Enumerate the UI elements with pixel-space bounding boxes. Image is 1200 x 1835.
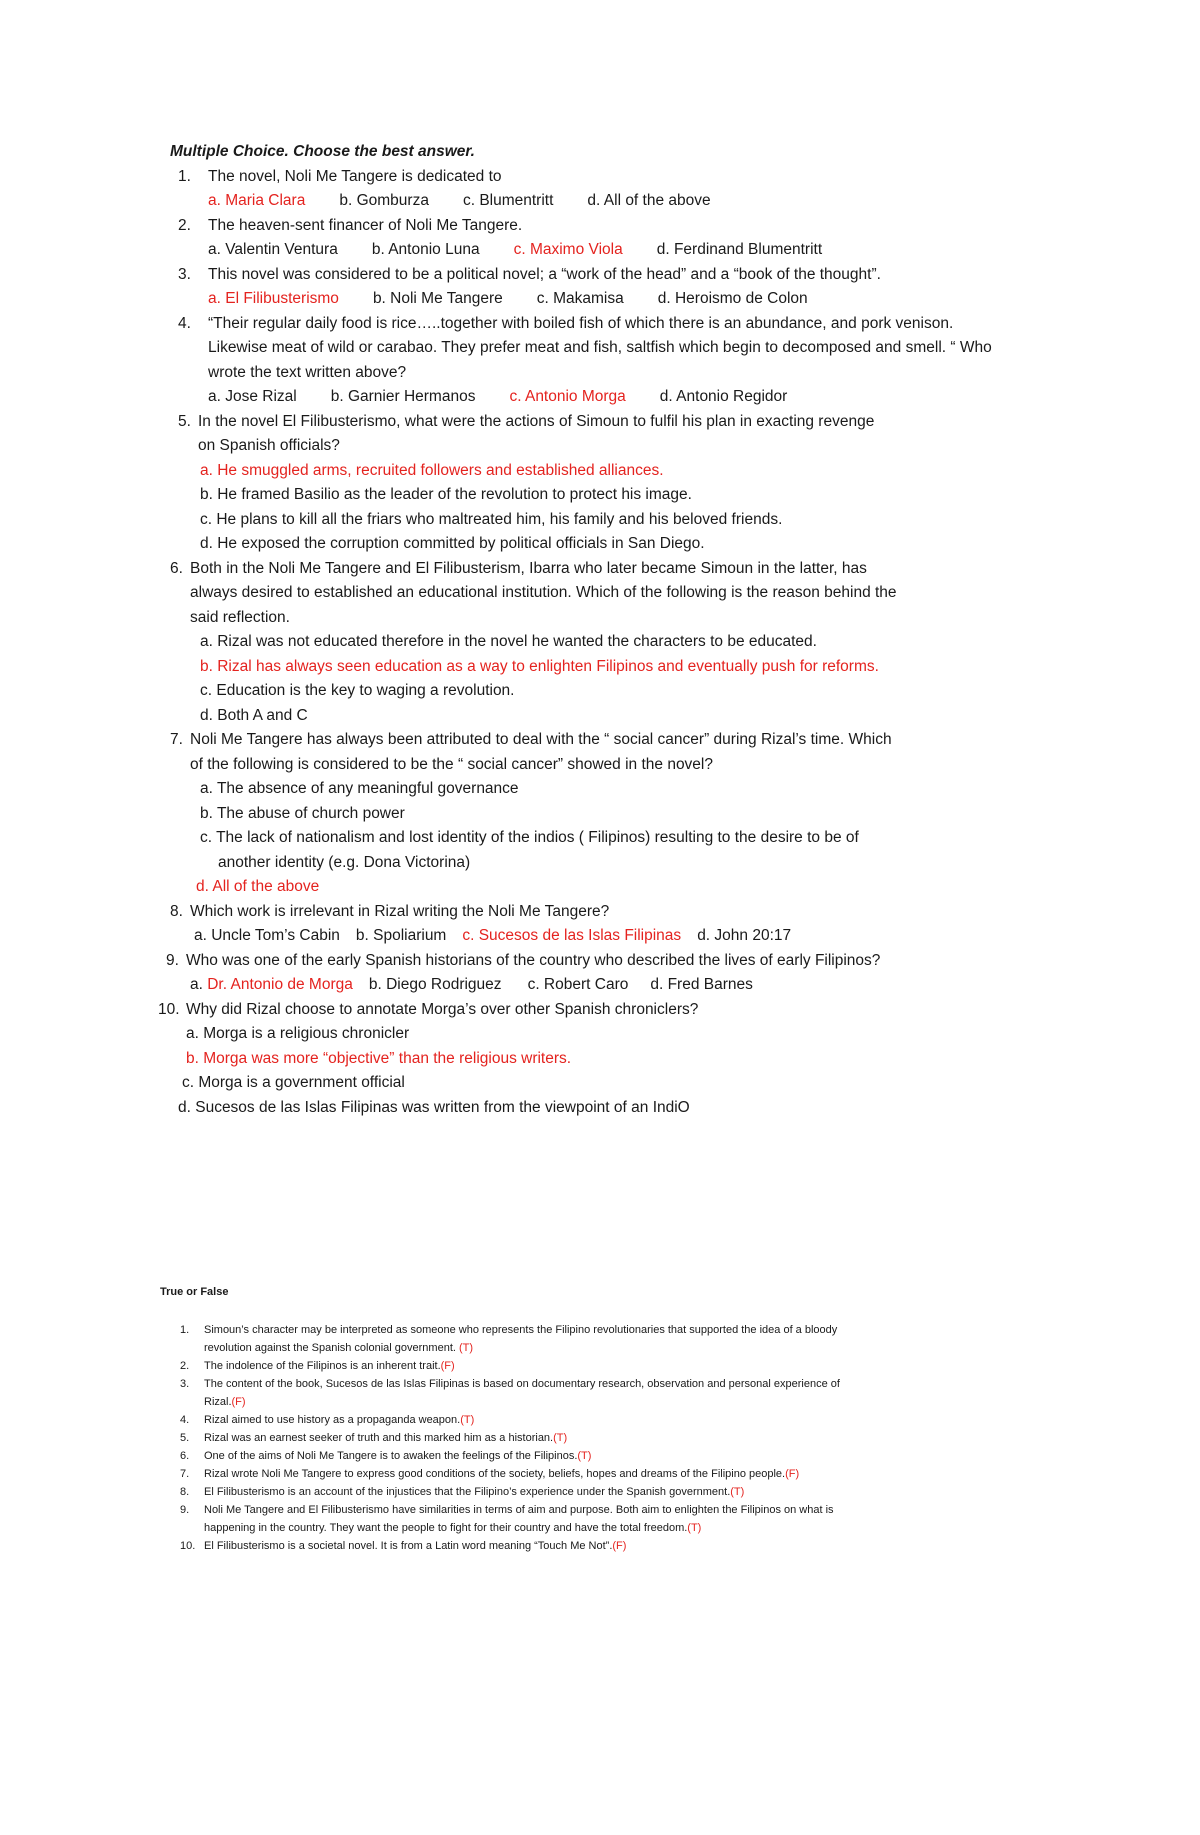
item-answer: (F) xyxy=(440,1360,455,1372)
question-3 xyxy=(178,263,1070,288)
question-2 xyxy=(178,214,1070,239)
multiple-choice-section xyxy=(158,140,1070,1120)
question-text: Both in the Noli Me Tangere and El Filibusterism, Ibarra who later became Simoun in the latter, has always desired to established an educational institution. Which of the following is the reason behind the said reflection. xyxy=(190,559,897,626)
item-text: Noli Me Tangere and El Filibusterismo have similarities in terms of aim and purpose. Both aim to enlighten the Filipinos on what is happening in the country. They want the people to fight for their country and have the total freedom. xyxy=(204,1504,834,1534)
item-number: 8. xyxy=(180,1486,190,1498)
item-answer: (T) xyxy=(459,1342,474,1354)
option-d: d. John 20:17 xyxy=(697,927,792,944)
option-c: c. The lack of nationalism and lost identity of the indios ( Filipinos) resulting to the desire to be of another identity (e.g. Dona Victorina) xyxy=(200,829,859,871)
option-a: a. Morga is a religious chronicler xyxy=(186,1025,410,1042)
option-b: b. Diego Rodriguez xyxy=(368,976,502,993)
option-b: b. Garnier Hermanos xyxy=(330,388,476,405)
option-d: d. Antonio Regidor xyxy=(659,388,788,405)
item-text: Rizal wrote Noli Me Tangere to express good conditions of the society, beliefs, hopes and dreams of the Filipino people. xyxy=(204,1468,786,1480)
question-text: This novel was considered to be a political novel; a “work of the head” and a “book of the thought”. xyxy=(208,265,881,283)
item-statement xyxy=(204,1501,860,1537)
item-answer: (T) xyxy=(577,1450,592,1462)
option-c: c. Blumentritt xyxy=(462,192,554,209)
item-text: Rizal was an earnest seeker of truth and this marked him as a historian. xyxy=(204,1432,554,1444)
question-number: 6. xyxy=(170,559,183,577)
true-or-false-item xyxy=(180,1375,860,1411)
item-statement xyxy=(204,1321,860,1357)
option-a: a. He smuggled arms, recruited followers and established alliances. xyxy=(200,461,664,479)
option-b: b. Antonio Luna xyxy=(371,241,480,258)
question-number: 5. xyxy=(178,412,191,430)
option-c: c. Antonio Morga xyxy=(509,388,626,405)
question-number: 10. xyxy=(158,1000,180,1018)
item-statement xyxy=(204,1465,860,1483)
option-d: d. Fred Barnes xyxy=(650,976,753,993)
question-text: Why did Rizal choose to annotate Morga’s over other Spanish chroniclers? xyxy=(186,1000,699,1018)
question-7 xyxy=(170,728,900,777)
question-number: 4. xyxy=(178,314,191,332)
option-a: a. Jose Rizal xyxy=(208,388,297,405)
option-a: a. El Filibusterismo xyxy=(208,290,339,307)
item-number: 7. xyxy=(180,1468,190,1480)
true-or-false-item xyxy=(180,1429,860,1447)
option-c: c. Education is the key to waging a revolution. xyxy=(200,682,515,699)
option-d: d. Sucesos de las Islas Filipinas was written from the viewpoint of an IndiO xyxy=(178,1098,690,1116)
item-statement xyxy=(204,1411,860,1429)
question-text: The heaven-sent financer of Noli Me Tangere. xyxy=(208,216,523,234)
true-or-false-item xyxy=(180,1501,860,1537)
item-answer: (T) xyxy=(553,1432,568,1444)
option-c: c. Robert Caro xyxy=(527,976,629,993)
item-text: Rizal aimed to use history as a propaganda weapon. xyxy=(204,1414,461,1426)
question-text: Noli Me Tangere has always been attributed to deal with the “ social cancer” during Rizal’s time. Which of the following is considered to be the “ social cancer” showed in the novel? xyxy=(190,731,892,773)
item-answer: (F) xyxy=(612,1540,627,1552)
question-number: 3. xyxy=(178,265,191,283)
item-statement xyxy=(204,1447,860,1465)
true-or-false-item xyxy=(180,1321,860,1357)
option-c: c. Sucesos de las Islas Filipinas xyxy=(462,927,682,944)
option-c: c. He plans to kill all the friars who maltreated him, his family and his beloved friends. xyxy=(200,510,783,528)
option-b: b. Rizal has always seen education as a way to enlighten Filipinos and eventually push for reforms. xyxy=(200,657,879,675)
item-statement xyxy=(204,1483,860,1501)
item-statement xyxy=(204,1375,860,1411)
item-number: 1. xyxy=(180,1324,190,1336)
question-4 xyxy=(178,312,998,386)
option-a: a. The absence of any meaningful governance xyxy=(200,780,519,797)
question-number: 2. xyxy=(178,216,191,234)
option-d: d. He exposed the corruption committed by political officials in San Diego. xyxy=(200,535,705,552)
question-number: 1. xyxy=(178,167,191,185)
item-answer: (T) xyxy=(687,1522,702,1534)
item-statement xyxy=(204,1429,860,1447)
item-text: El Filibusterismo is a societal novel. It is from a Latin word meaning “Touch Me Not”. xyxy=(204,1540,613,1552)
options-row xyxy=(190,973,1070,998)
item-answer: (F) xyxy=(231,1396,246,1408)
item-text: The content of the book, Sucesos de las Islas Filipinas is based on documentary research, observation and personal experience of Rizal. xyxy=(204,1378,840,1408)
true-or-false-item xyxy=(180,1447,860,1465)
true-or-false-section xyxy=(160,1283,860,1555)
true-or-false-item xyxy=(180,1411,860,1429)
true-or-false-list xyxy=(160,1321,860,1555)
option-c: c. Maximo Viola xyxy=(513,241,623,258)
option-a: a. Maria Clara xyxy=(208,192,306,209)
option-d: d. All of the above xyxy=(587,192,711,209)
option-b: b. The abuse of church power xyxy=(200,804,405,822)
item-text: Simoun’s character may be interpreted as someone who represents the Filipino revolutionaries that supported the idea of a bloody revolution against the Spanish colonial government. xyxy=(204,1324,838,1354)
item-answer: (F) xyxy=(785,1468,800,1480)
question-number: 9. xyxy=(166,951,179,969)
option-a: a. Valentin Ventura xyxy=(208,241,338,258)
item-number: 9. xyxy=(180,1504,190,1516)
item-number: 5. xyxy=(180,1432,190,1444)
question-text: The novel, Noli Me Tangere is dedicated to xyxy=(208,167,502,185)
item-number: 2. xyxy=(180,1360,190,1372)
item-text: The indolence of the Filipinos is an inherent trait. xyxy=(204,1360,441,1372)
item-number: 10. xyxy=(180,1540,196,1552)
option-b: b. He framed Basilio as the leader of the revolution to protect his image. xyxy=(200,486,692,503)
item-text: El Filibusterismo is an account of the injustices that the Filipino’s experience under the Spanish government. xyxy=(204,1486,731,1498)
option-a: a. Uncle Tom’s Cabin xyxy=(194,927,340,944)
question-text: In the novel El Filibusterismo, what were the actions of Simoun to fulfil his plan in exacting revenge on Spanish officials? xyxy=(198,412,875,454)
option-d: d. Ferdinand Blumentritt xyxy=(656,241,823,258)
options-row xyxy=(208,238,1070,263)
option-a-prefix: a. xyxy=(190,976,208,993)
question-number: 8. xyxy=(170,902,183,920)
question-number: 7. xyxy=(170,731,183,748)
option-b: b. Spoliarium xyxy=(355,927,447,944)
question-6 xyxy=(170,557,900,631)
multiple-choice-heading: Multiple Choice. Choose the best answer. xyxy=(170,143,475,160)
option-b: b. Gomburza xyxy=(339,192,429,209)
true-or-false-item xyxy=(180,1357,860,1375)
question-9 xyxy=(166,949,906,974)
true-or-false-heading: True or False xyxy=(160,1286,229,1298)
question-5 xyxy=(178,410,878,459)
option-b: b. Morga was more “objective” than the religious writers. xyxy=(186,1049,572,1067)
question-text: Who was one of the early Spanish historians of the country who described the lives of early Filipinos? xyxy=(186,951,881,969)
question-text: Which work is irrelevant in Rizal writing the Noli Me Tangere? xyxy=(190,902,610,920)
option-c: c. Morga is a government official xyxy=(182,1074,405,1091)
options-row xyxy=(208,287,1070,312)
true-or-false-item xyxy=(180,1465,860,1483)
option-c: c. Makamisa xyxy=(536,290,624,307)
option-d: d. Both A and C xyxy=(200,706,308,724)
item-number: 4. xyxy=(180,1414,190,1426)
true-or-false-item xyxy=(180,1537,860,1555)
item-statement xyxy=(204,1357,860,1375)
options-row xyxy=(194,924,1070,949)
item-statement xyxy=(204,1537,860,1555)
option-a: a. Rizal was not educated therefore in the novel he wanted the characters to be educated. xyxy=(200,633,817,650)
option-d: d. Heroismo de Colon xyxy=(657,290,808,307)
question-text: “Their regular daily food is rice…..together with boiled fish of which there is an abundance, and pork venison. Likewise meat of wild or carabao. They prefer meat and fish, saltfish which begin to decomposed and smell. “ Who wrote the text written above? xyxy=(208,314,992,381)
question-1 xyxy=(178,165,1070,190)
true-or-false-item xyxy=(180,1483,860,1501)
item-number: 3. xyxy=(180,1378,190,1390)
question-8 xyxy=(170,900,1070,925)
option-b: b. Noli Me Tangere xyxy=(372,290,503,307)
options-row xyxy=(208,385,1070,410)
item-number: 6. xyxy=(180,1450,190,1462)
options-row xyxy=(208,189,1070,214)
item-answer: (T) xyxy=(730,1486,745,1498)
option-d: d. All of the above xyxy=(196,878,320,895)
item-answer: (T) xyxy=(460,1414,475,1426)
option-a: Dr. Antonio de Morga xyxy=(207,976,353,993)
item-text: One of the aims of Noli Me Tangere is to awaken the feelings of the Filipinos. xyxy=(204,1450,578,1462)
question-10 xyxy=(158,998,1070,1023)
